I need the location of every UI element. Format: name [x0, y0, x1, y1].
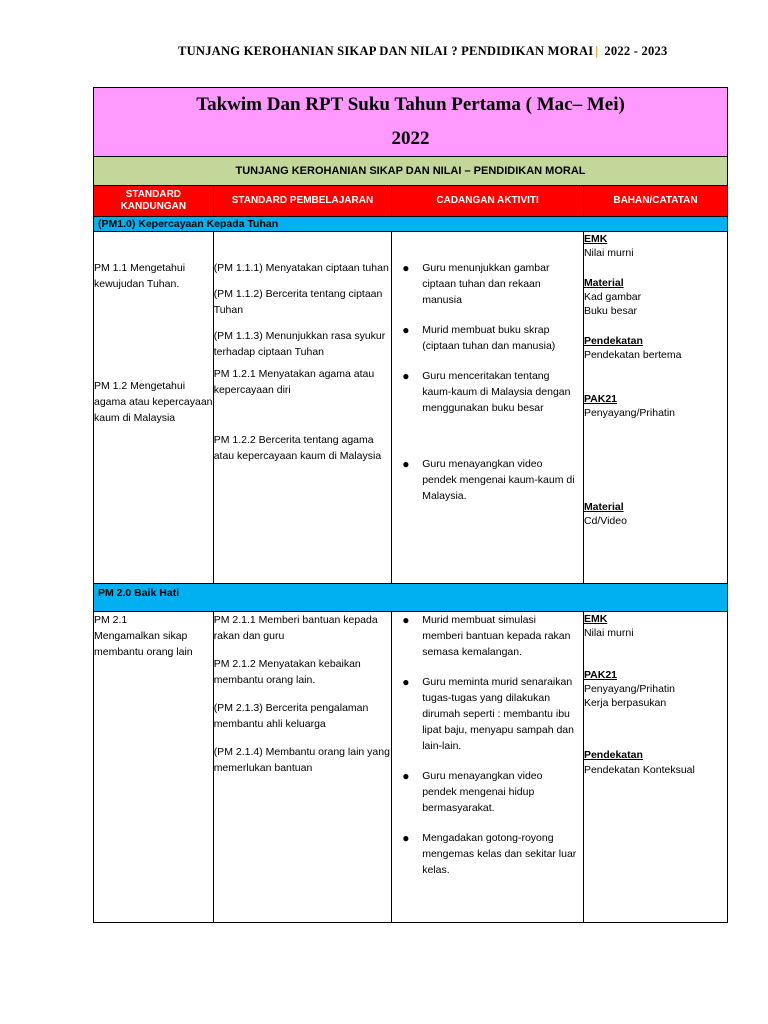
- bullet-icon: ●: [402, 675, 410, 689]
- pendekatan-value: Pendekatan Konteksual: [583, 764, 695, 776]
- list-item: ● Guru menayangkan video pendek mengenai hidup bermasyarakat.: [402, 769, 543, 814]
- document-title: [94, 88, 728, 157]
- section-title-pm2: PM 2.0 Baik Hati: [94, 584, 728, 612]
- aktiviti-cell-pm2: [392, 612, 584, 923]
- material-value-1: Kad gambar: [583, 291, 642, 303]
- kandungan-cell-pm2: [94, 612, 214, 923]
- list-item: ● Guru menayangkan video pendek mengenai kaum-kaum di Malaysia.: [402, 457, 575, 502]
- pembelajaran-pm1-4: PM 1.2.1 Menyatakan agama atau kepercayaan diri: [213, 368, 375, 396]
- running-header: [178, 44, 675, 64]
- pendekatan-value: Pendekatan bertema: [583, 349, 682, 361]
- bullet-icon: ●: [402, 369, 410, 383]
- content-row-pm2: [94, 612, 728, 923]
- pak21-label: PAK21: [583, 393, 618, 405]
- pembelajaran-pm1-5: PM 1.2.2 Bercerita tentang agama atau kepercayaan kaum di Malaysia: [213, 434, 382, 462]
- kandungan-pm1-1: PM 1.1 Mengetahui kewujudan Tuhan.: [94, 262, 186, 290]
- title-line-2: 2022: [391, 128, 430, 149]
- pembelajaran-pm1-2: (PM 1.1.2) Bercerita tentang ciptaan Tuhan: [213, 288, 383, 316]
- running-header-title: TUNJANG KEROHANIAN SIKAP DAN NILAI ? PENDIDIKAN MORAI: [178, 44, 594, 58]
- bullet-icon: ●: [402, 769, 410, 783]
- title-line-1: Takwim Dan RPT Suku Tahun Pertama ( Mac– Mei): [196, 94, 625, 115]
- subject-banner: TUNJANG KEROHANIAN SIKAP DAN NILAI – PENDIDIKAN MORAL: [94, 157, 728, 186]
- pembelajaran-pm2-1: PM 2.1.1 Memberi bantuan kepada rakan dan guru: [213, 614, 378, 642]
- pembelajaran-cell-pm1: [213, 232, 392, 584]
- bullet-icon: ●: [402, 613, 410, 627]
- content-row-pm1: [94, 232, 728, 584]
- bullet-icon: ●: [402, 831, 410, 845]
- bullet-icon: ●: [402, 261, 410, 275]
- emk-value: Nilai murni: [583, 627, 634, 639]
- list-item: ● Murid membuat simulasi memberi bantuan kepada rakan semasa kemalangan.: [402, 613, 571, 658]
- bullet-icon: ●: [402, 323, 410, 337]
- pembelajaran-pm1-1: (PM 1.1.1) Menyatakan ciptaan tuhan: [213, 262, 389, 274]
- pak21-value-2: Kerja berpasukan: [583, 697, 667, 709]
- section-row-pm2: [94, 584, 728, 612]
- pembelajaran-pm2-4: (PM 2.1.4) Membantu orang lain yang memerlukan bantuan: [213, 746, 390, 774]
- column-header-row: [94, 186, 728, 217]
- list-item: ● Guru meminta murid senaraikan tugas-tugas yang dilakukan dirumah seperti : membantu ibu lipat baju, menyapu sampah dan lain-lain.: [402, 675, 574, 752]
- col-header-aktiviti: CADANGAN AKTIVITI: [392, 186, 584, 217]
- pendekatan-label: Pendekatan: [583, 749, 643, 761]
- pak21-label: PAK21: [583, 669, 618, 681]
- kandungan-pm2-1: PM 2.1: [94, 614, 128, 626]
- header-separator: |: [595, 44, 599, 58]
- col-header-pembelajaran: STANDARD PEMBELAJARAN: [213, 186, 392, 217]
- section-row-pm1: [94, 217, 728, 232]
- material-label: Material: [583, 277, 624, 289]
- list-item: ● Mengadakan gotong-royong mengemas kelas dan sekitar luar kelas.: [402, 831, 577, 876]
- aktiviti-cell-pm1: [392, 232, 584, 584]
- list-item: ● Guru menunjukkan gambar ciptaan tuhan dan rekaan manusia: [402, 261, 550, 306]
- pendekatan-label: Pendekatan: [583, 335, 643, 347]
- bahan-cell-pm2: [583, 612, 727, 923]
- section-title-pm1: (PM1.0) Kepercayaan Kepada Tuhan: [94, 217, 728, 232]
- pembelajaran-pm2-3: (PM 2.1.3) Bercerita pengalaman membantu ahli keluarga: [213, 702, 369, 730]
- list-item: ● Guru menceritakan tentang kaum-kaum di Malaysia dengan menggunakan buku besar: [402, 369, 571, 414]
- running-header-year: 2022 - 2023: [604, 44, 668, 58]
- material2-label: Material: [583, 501, 624, 513]
- col-header-kandungan: STANDARD KANDUNGAN: [94, 186, 214, 217]
- col-header-bahan: BAHAN/CATATAN: [583, 186, 727, 217]
- list-item: ● Murid membuat buku skrap (ciptaan tuhan dan manusia): [402, 323, 556, 352]
- material-value-2: Buku besar: [583, 305, 638, 317]
- material2-value: Cd/Video: [583, 515, 627, 527]
- pembelajaran-cell-pm2: [213, 612, 392, 923]
- emk-label: EMK: [583, 613, 608, 625]
- pembelajaran-pm1-3: (PM 1.1.3) Menunjukkan rasa syukur terhadap ciptaan Tuhan: [213, 330, 386, 358]
- emk-label: EMK: [583, 233, 608, 245]
- pak21-value: Penyayang/Prihatin: [583, 407, 675, 419]
- aktiviti-list-pm2: [392, 612, 583, 878]
- bahan-cell-pm1: [583, 232, 727, 584]
- kandungan-pm2-2: Mengamalkan sikap membantu orang lain: [94, 630, 193, 658]
- kandungan-pm1-2: PM 1.2 Mengetahui agama atau kepercayaan kaum di Malaysia: [94, 380, 213, 424]
- pembelajaran-pm2-2: PM 2.1.2 Menyatakan kebaikan membantu orang lain.: [213, 658, 361, 686]
- rpt-table: [93, 87, 728, 923]
- bullet-icon: ●: [402, 457, 410, 471]
- kandungan-cell-pm1: [94, 232, 214, 584]
- pak21-value-1: Penyayang/Prihatin: [583, 683, 675, 695]
- aktiviti-list-pm1: [392, 260, 583, 504]
- emk-value: Nilai murni: [583, 247, 634, 259]
